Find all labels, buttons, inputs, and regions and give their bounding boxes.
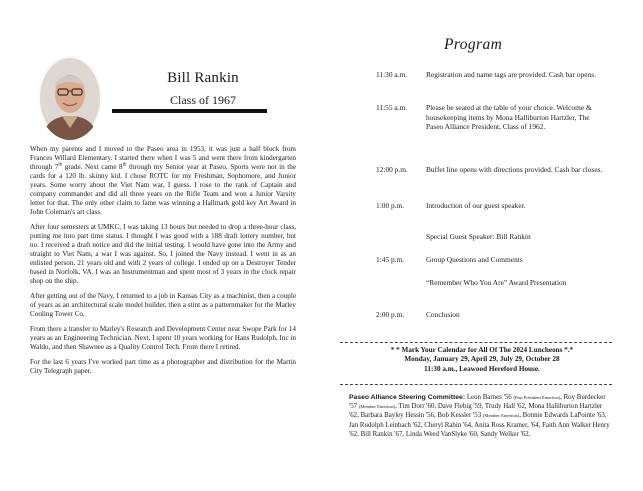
reminder-dates: Monday, January 29, April 29, July 29, October 28 (404, 355, 560, 364)
member-note: (Past President Emeritus) (513, 395, 561, 400)
dashed-divider (340, 384, 612, 385)
committee-member: , Tim Dorr '60, Dave Flebig '59, Trudy Hall '62, Mona Halliburton Hartzler '62, Barbara Bayley Hessin '56, Bob Kessler '53 (349, 403, 603, 420)
committee-heading: Paseo Alliance Steering Committee: (349, 394, 466, 401)
agenda-text: Buffet line opens with directions provided. Cash bar closes. (426, 165, 603, 174)
agenda-text: “Remember Who You Are” Award Presentation (426, 278, 567, 287)
portrait-illustration (38, 56, 102, 140)
committee-member: , Bonnie Edwards LaPointe '63, Jan Rudolph Leinbach '62, Cheryl Rabin '64, Anita Ross Kramer, '64, Faith Ann Walker Henry '62, Bill Rankin '67, Linda Weed VanSlyke '60, Sandy Welker '62. (349, 412, 610, 438)
bio-paragraph: After four semesters at UMKC, I was taking 13 hours but needed to drop a three-hour class, putting me into part time status. I thought I was good with a 188 draft lottery number, but no. I received a draft notice and did the initial testing. I would have gone into the Army and straight to Viet Nam, a war I was against. So, I joined the Navy instead. I went in as an enlisted person, 21 years old and with 2 years of college. I ended up on a Destroyer Tender based in Norfolk, VA. I was an Instrumentman and spent most of 3 years in the clock repair shop on the ship. (30, 223, 296, 286)
portrait-photo (38, 56, 102, 140)
bio-paragraph: From there a transfer to Marley's Research and Development Center near Swope Park for 14 years as an Engineering Technician. Next, I spent 10 years working for Hans Rudolph, Inc in Waldo, and then Shawnee as a Quality Control Tech. From there I retired. (30, 325, 296, 352)
agenda-text: Group Questions and Comments (426, 255, 523, 264)
steering-committee (349, 393, 612, 439)
agenda-time: 2:00 p.m. (376, 310, 405, 319)
agenda-text: Conclusion (426, 310, 460, 319)
agenda-time: 11:55 a.m. (376, 103, 408, 112)
committee-member: Leon Barnes '56 (466, 394, 512, 401)
committee-member: , Roy Burdecker '57 (349, 394, 606, 411)
class-year: Class of 1967 (170, 93, 236, 107)
dashed-divider (340, 342, 612, 343)
agenda-time: 1:00 p.m. (376, 201, 405, 210)
bio-paragraph: For the last 6 years I've worked part time as a photographer and distribution for the Martin City Telegraph paper. (30, 358, 296, 376)
agenda-time: 12:00 p.m. (376, 165, 408, 174)
reminder-location: 11:30 a.m., Leawood Hereford House. (424, 364, 540, 373)
calendar-reminder (362, 346, 602, 374)
member-note: (Member Emeritus) (358, 404, 396, 410)
bio-text (30, 145, 296, 382)
bio-paragraph: After getting out of the Navy, I returned to a job in Kansas City as a machinist, then a couple of years as an architectural scale model builder, then a stint as a patternmaker for the Marley Cooling Tower Co. (30, 292, 296, 319)
agenda-time: 11:30 a.m. (376, 70, 408, 79)
program-title: Program (444, 36, 503, 53)
agenda-text: Please be seated at the table of your choice. Welcome & housekeeping items by Mona Halliburton Hartzler, The Paseo Alliance President, Class of 1962. (426, 103, 592, 132)
agenda-time: 1:45 p.m. (376, 255, 405, 264)
name-block (110, 70, 296, 108)
reminder-heading: * * Mark Your Calendar for All Of The 2024 Luncheons *.* (390, 346, 574, 354)
person-name: Bill Rankin (167, 70, 239, 86)
agenda-text: Registration and name tags are provided. Cash bar opens. (426, 70, 596, 79)
bio-paragraph: When my parents and I moved to the Paseo area in 1953, it was just a half block from Frances Willard Elementary. I started there when I was 5 and went there from kindergarten through 7th grade. Next came 8th through my Senior year at Paseo. Sports were not in the cards for a 120 lb. skinny kid. I chose ROTC for my Freshman, Sophomore, and Junior years. Some worry about the Viet Nam war, I guess. I rose to the rank of Captain and company commander and did all three years on the Rifle Team and won a Junior Varsity letter for that. The only other claim to fame was winning a Hallmark gold key Art Award in John Coleman's art class. (30, 145, 296, 217)
agenda-text: Introduction of our guest speaker. (426, 201, 526, 210)
agenda-text: Special Guest Speaker: Bill Rankin (426, 232, 531, 241)
member-note: (Member Emeritus) (482, 413, 520, 419)
name-underline-rule (112, 109, 267, 113)
